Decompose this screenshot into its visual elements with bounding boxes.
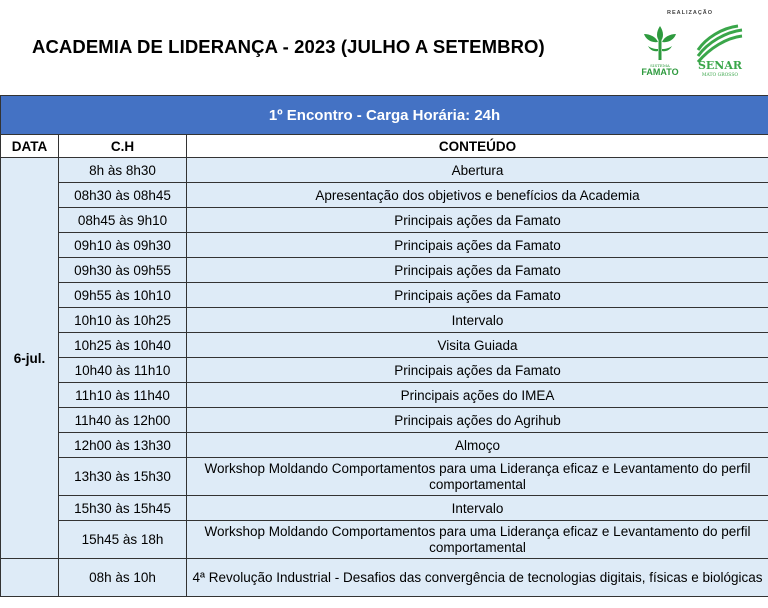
table-row	[1, 333, 768, 358]
famato-logo-text: FAMATO	[641, 67, 679, 77]
date-cell: 6-jul.	[1, 158, 59, 559]
column-header-ch: C.H	[59, 135, 187, 158]
column-header-content: CONTEÚDO	[187, 135, 768, 158]
ch-cell: 10h40 às 11h10	[59, 358, 187, 383]
ch-cell: 08h45 às 9h10	[59, 208, 187, 233]
content-cell: Workshop Moldando Comportamentos para uma Liderança eficaz e Levantamento do perfil comportamental	[187, 521, 768, 559]
senar-logo-icon	[694, 22, 746, 78]
table-row	[1, 258, 768, 283]
famato-logo-small-text: SISTEMA	[650, 63, 670, 68]
table-row	[1, 208, 768, 233]
content-cell: Principais ações da Famato	[187, 258, 768, 283]
senar-logo-subtext: MATO GROSSO	[701, 73, 739, 78]
content-cell: Principais ações da Famato	[187, 208, 768, 233]
ch-cell: 09h10 às 09h30	[59, 233, 187, 258]
realizacao-label: REALIZAÇÃO	[667, 10, 714, 16]
content-cell: Almoço	[187, 433, 768, 458]
ch-cell: 11h10 às 11h40	[59, 383, 187, 408]
table-row	[1, 458, 768, 496]
ch-cell: 09h55 às 10h10	[59, 283, 187, 308]
content-cell: Principais ações da Famato	[187, 283, 768, 308]
table-row	[1, 383, 768, 408]
date-cell-empty	[1, 559, 59, 597]
ch-cell: 10h25 às 10h40	[59, 333, 187, 358]
famato-logo-icon	[636, 22, 684, 78]
ch-cell: 15h30 às 15h45	[59, 496, 187, 521]
ch-cell: 13h30 às 15h30	[59, 458, 187, 496]
ch-cell: 10h10 às 10h25	[59, 308, 187, 333]
table-row	[1, 283, 768, 308]
content-cell: 4ª Revolução Industrial - Desafios das convergência de tecnologias digitais, físicas e biológicas	[187, 559, 768, 597]
ch-cell: 11h40 às 12h00	[59, 408, 187, 433]
senar-logo-text: SENAR	[697, 59, 743, 72]
content-cell: Intervalo	[187, 308, 768, 333]
content-cell: Principais ações da Famato	[187, 233, 768, 258]
content-cell: Workshop Moldando Comportamentos para uma Liderança eficaz e Levantamento do perfil comportamental	[187, 458, 768, 496]
content-cell: Apresentação dos objetivos e benefícios da Academia	[187, 183, 768, 208]
table-row	[1, 521, 768, 559]
table-row	[1, 496, 768, 521]
table-row	[1, 183, 768, 208]
ch-cell: 09h30 às 09h55	[59, 258, 187, 283]
table-row	[1, 433, 768, 458]
ch-cell: 8h às 8h30	[59, 158, 187, 183]
schedule-table	[0, 95, 768, 597]
table-row	[1, 408, 768, 433]
content-cell: Principais ações do Agrihub	[187, 408, 768, 433]
ch-cell: 12h00 às 13h30	[59, 433, 187, 458]
table-row	[1, 559, 768, 597]
ch-cell: 08h às 10h	[59, 559, 187, 597]
table-row	[1, 158, 768, 183]
content-cell: Principais ações do IMEA	[187, 383, 768, 408]
ch-cell: 08h30 às 08h45	[59, 183, 187, 208]
table-row	[1, 358, 768, 383]
ch-cell: 15h45 às 18h	[59, 521, 187, 559]
schedule-banner-row	[1, 96, 768, 135]
page-header	[0, 0, 768, 94]
content-cell: Abertura	[187, 158, 768, 183]
column-header-row	[1, 135, 768, 158]
column-header-date: DATA	[1, 135, 59, 158]
content-cell: Visita Guiada	[187, 333, 768, 358]
content-cell: Intervalo	[187, 496, 768, 521]
content-cell: Principais ações da Famato	[187, 358, 768, 383]
table-row	[1, 233, 768, 258]
page-title: ACADEMIA DE LIDERANÇA - 2023 (JULHO A SETEMBRO)	[32, 36, 545, 57]
schedule-banner: 1º Encontro - Carga Horária: 24h	[1, 96, 768, 135]
table-row	[1, 308, 768, 333]
